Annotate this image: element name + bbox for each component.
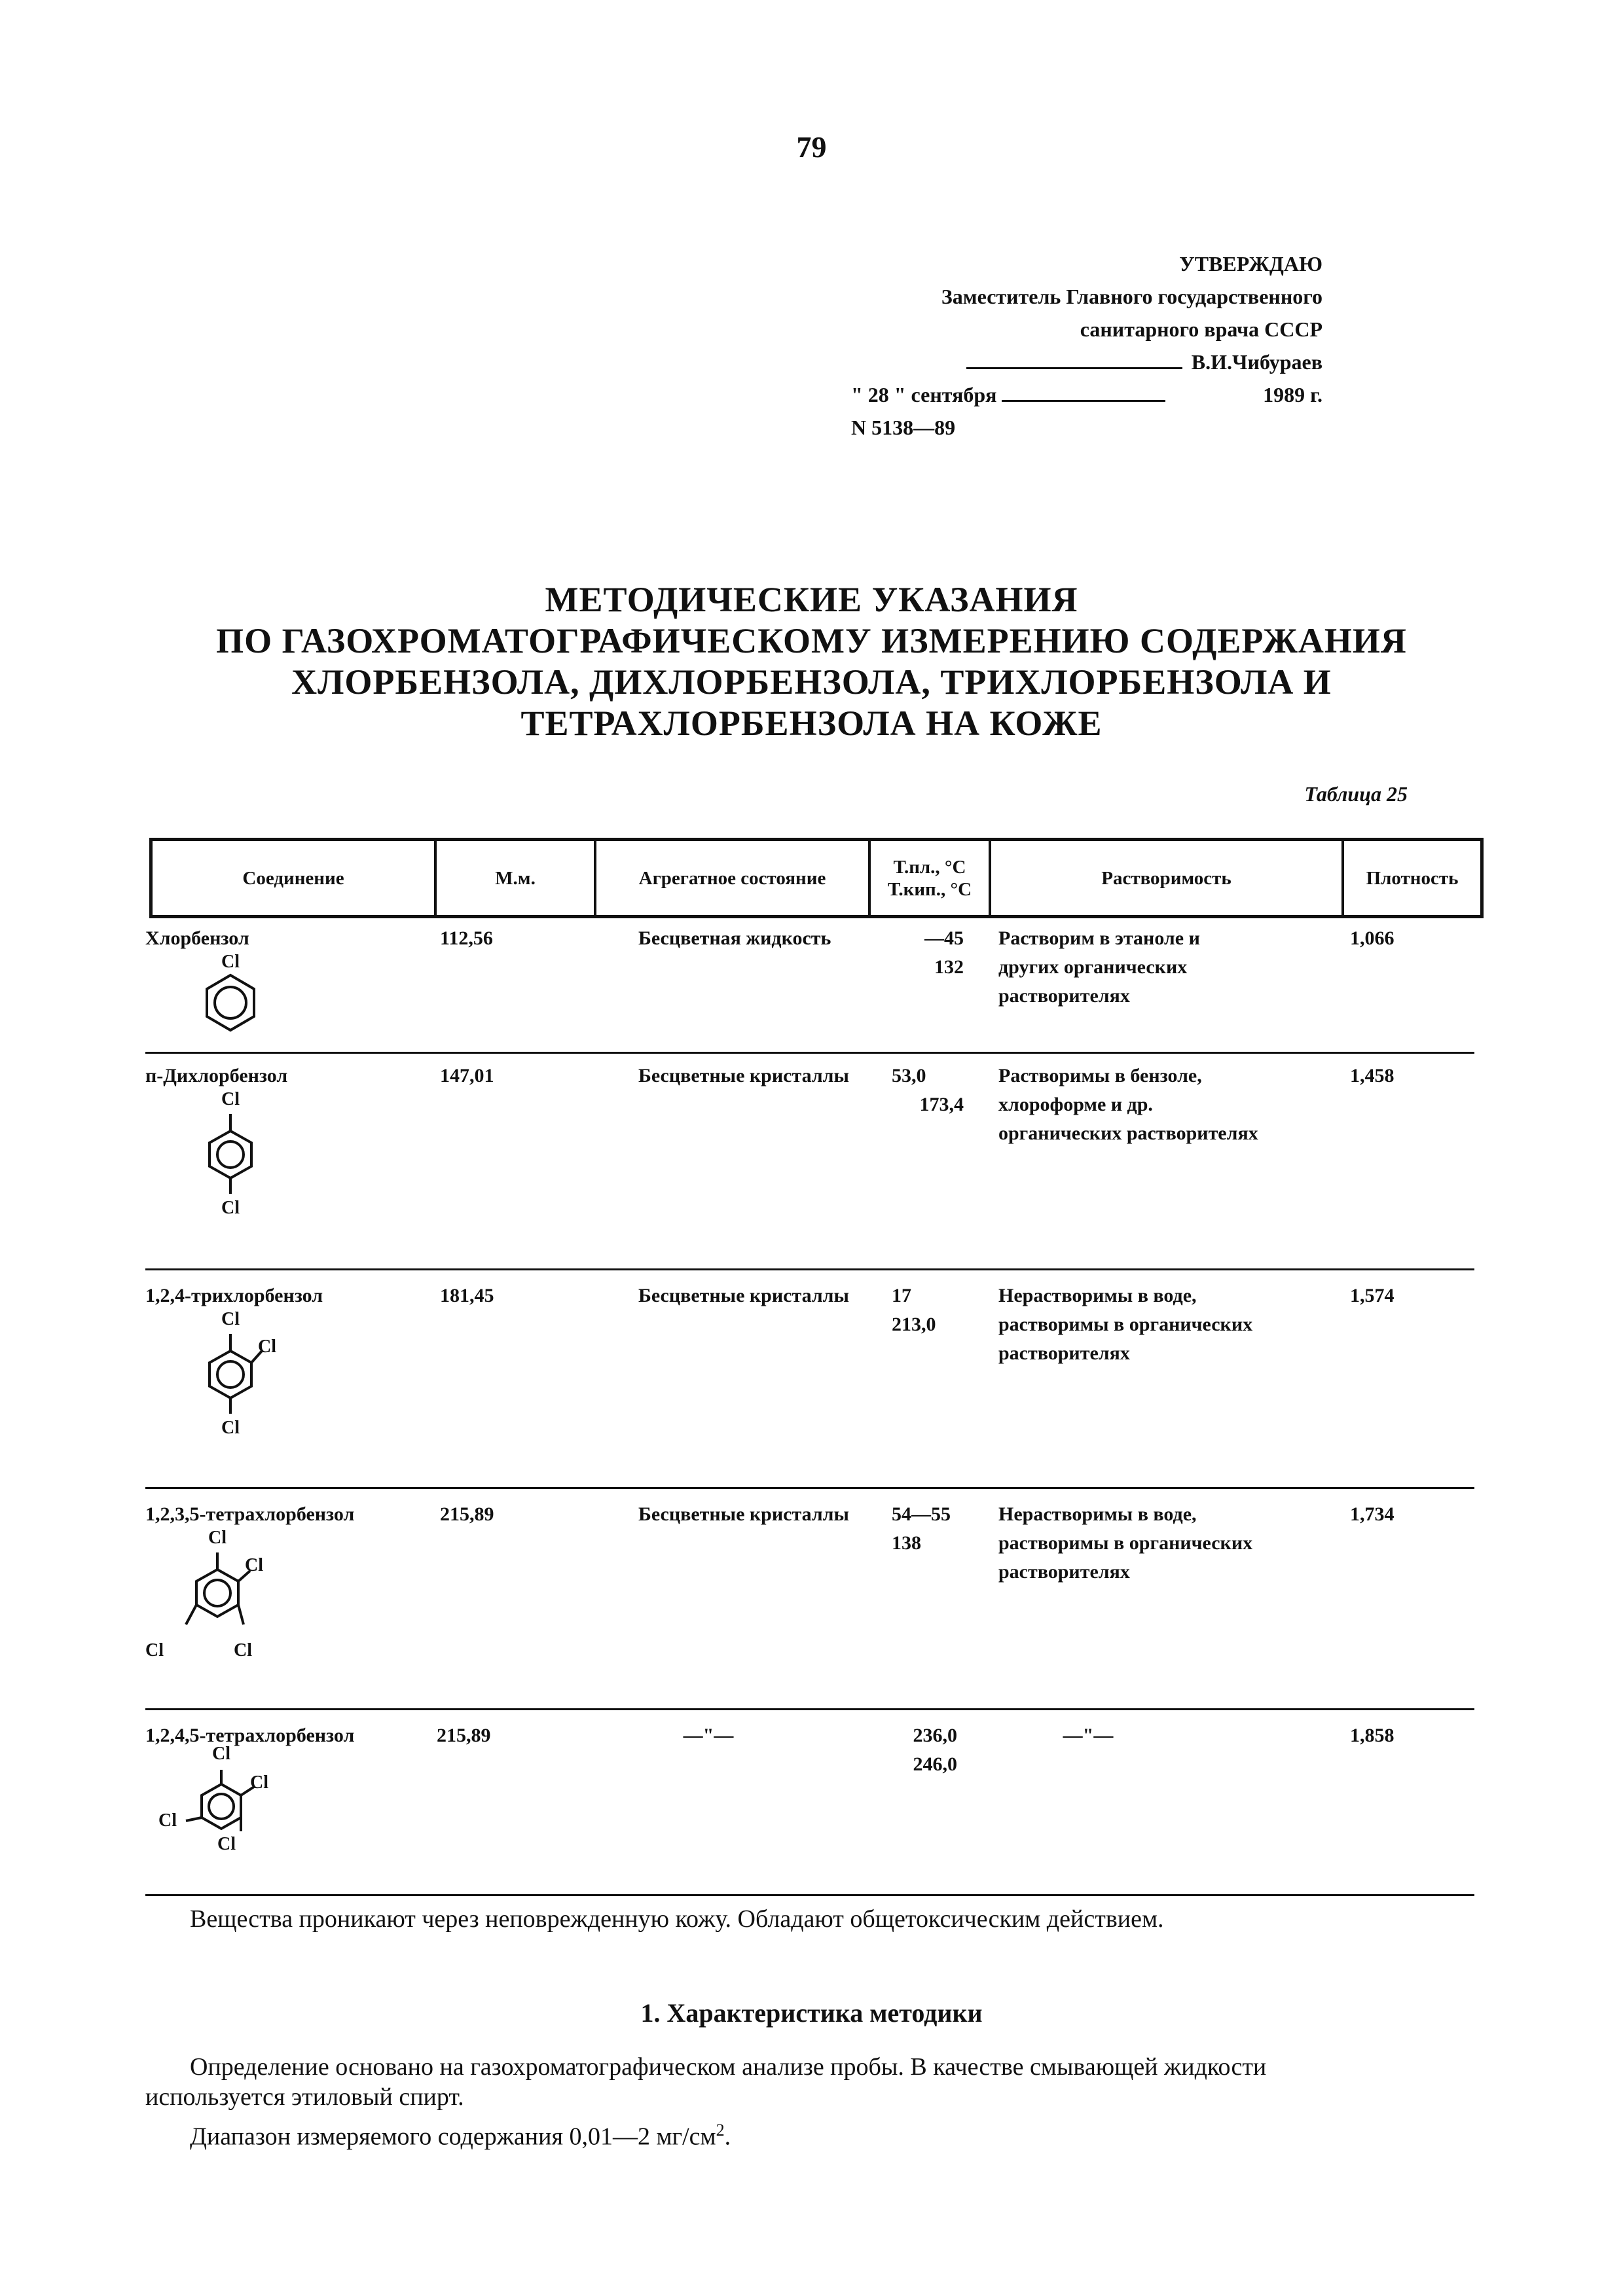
cell-compound: 1,2,4,5-тетрахлорбензол [145, 1725, 355, 1746]
cell-solubility [998, 1062, 1258, 1148]
cell-bp: 132 [934, 956, 964, 978]
solubility-line: других органических [998, 956, 1188, 978]
cell-compound: Хлорбензол [145, 927, 249, 949]
substituent-label: Cl [217, 1834, 236, 1854]
row-divider [145, 1268, 1474, 1270]
solubility-line: растворимы в органических [998, 1532, 1253, 1554]
table-header [149, 838, 1484, 918]
approval-date-day: " 28 " сентября [851, 383, 997, 406]
cell-bp: 173,4 [919, 1094, 964, 1115]
solubility-line: растворителях [998, 1342, 1130, 1364]
substituent-label: Cl [145, 1640, 164, 1660]
cell-mp: 17 [892, 1285, 911, 1306]
substituent-label: Cl [234, 1640, 252, 1660]
cell-mw: 147,01 [440, 1065, 494, 1086]
range-end: . [724, 2123, 731, 2151]
approval-number: N 5138—89 [851, 416, 956, 439]
paragraph-line: используется этиловый спирт. [145, 2083, 464, 2111]
table-row [145, 1282, 1474, 1445]
cell-solubility [998, 924, 1200, 1011]
cell-density: 1,858 [1350, 1725, 1395, 1746]
title-line-1: МЕТОДИЧЕСКИЕ УКАЗАНИЯ [545, 580, 1078, 619]
cell-mp: 54—55 [892, 1503, 951, 1525]
cell-solubility [998, 1282, 1252, 1368]
header-density: Плотность [1366, 867, 1459, 889]
header-temp-bp: Т.кип., °С [887, 878, 972, 900]
cell-solubility [998, 1500, 1252, 1587]
approval-line-1: Заместитель Главного государственного [941, 285, 1322, 308]
tetrachlorobenzene-1235-structure [145, 1526, 289, 1670]
section-title: 1. Характеристика методики [640, 1998, 983, 2028]
solubility-line: растворителях [998, 985, 1130, 1007]
cell-state: Бесцветная жидкость [638, 927, 831, 949]
substituent-label: Cl [258, 1336, 276, 1357]
cell-temperature [892, 1282, 936, 1339]
row-divider [145, 1708, 1474, 1710]
cell-mp: 236,0 [913, 1725, 957, 1746]
range-text: Диапазон измеряемого содержания 0,01—2 мг/см [190, 2123, 716, 2151]
cell-state: Бесцветные кристаллы [638, 1285, 849, 1306]
approval-line-2: санитарного врача СССР [1080, 317, 1322, 341]
date-underline [1002, 395, 1165, 402]
solubility-line: хлороформе и др. [998, 1094, 1153, 1115]
cell-mw: 215,89 [440, 1503, 494, 1525]
solubility-line: растворимы в органических [998, 1314, 1253, 1335]
dichlorobenzene-structure [191, 1088, 270, 1225]
header-temp-mp: Т.пл., °С [893, 856, 966, 878]
cell-bp: 246,0 [913, 1753, 957, 1775]
cell-state: Бесцветные кристаллы [638, 1503, 849, 1525]
trichlorobenzene-structure [178, 1308, 283, 1445]
tetrachlorobenzene-1245-structure [145, 1744, 289, 1874]
approval-block [851, 247, 1322, 444]
table-row [145, 924, 1474, 1042]
row-divider [145, 1487, 1474, 1489]
header-temperature [871, 841, 991, 915]
approval-date-line [851, 378, 1322, 411]
cell-temperature [892, 1500, 951, 1558]
title-line-2: ПО ГАЗОХРОМАТОГРАФИЧЕСКОМУ ИЗМЕРЕНИЮ СОДЕРЖАНИЯ [216, 621, 1407, 660]
solubility-line: органических растворителях [998, 1122, 1258, 1144]
substituent-label: Cl [250, 1772, 268, 1793]
cell-state: Бесцветные кристаллы [638, 1065, 849, 1086]
cell-mw: 215,89 [437, 1725, 491, 1746]
solubility-line: Нерастворимы в воде, [998, 1503, 1197, 1525]
paragraph-line: Определение основано на газохроматографическом анализе пробы. В качестве смывающей жидкости [190, 2053, 1267, 2081]
page-number: 79 [796, 130, 827, 164]
cell-state: —"— [683, 1725, 734, 1746]
solubility-line: Растворим в этаноле и [998, 927, 1200, 949]
cell-density: 1,734 [1350, 1503, 1395, 1525]
table-row [145, 1721, 1474, 1878]
table-row [145, 1062, 1474, 1225]
title-line-3: ХЛОРБЕНЗОЛА, ДИХЛОРБЕНЗОЛА, ТРИХЛОРБЕНЗОЛА И [291, 662, 1332, 702]
substituent-label: Cl [221, 1309, 240, 1329]
substituent-label: Cl [245, 1555, 263, 1575]
table-note: Вещества проникают через неповрежденную кожу. Обладают общетоксическим действием. [190, 1905, 1164, 1933]
solubility-line: —"— [1063, 1725, 1114, 1746]
range-superscript: 2 [716, 2121, 725, 2140]
cell-compound: п-Дихлорбензол [145, 1065, 288, 1086]
approval-signature-line [851, 346, 1322, 378]
document-title [0, 579, 1623, 744]
approval-date-year: 1989 г. [1263, 383, 1322, 406]
chlorobenzene-structure [191, 950, 270, 1042]
row-divider [145, 1052, 1474, 1054]
cell-temperature [892, 1062, 964, 1119]
substituent-label: Cl [221, 952, 240, 972]
cell-density: 1,458 [1350, 1065, 1395, 1086]
cell-mw: 112,56 [440, 927, 493, 949]
cell-bp: 138 [892, 1532, 921, 1554]
cell-solubility [1049, 1721, 1127, 1750]
cell-density: 1,066 [1350, 927, 1395, 949]
substituent-label: Cl [208, 1528, 227, 1548]
cell-temperature [885, 1721, 957, 1779]
signature-underline [966, 362, 1182, 369]
cell-mw: 181,45 [440, 1285, 494, 1306]
substituent-label: Cl [212, 1744, 230, 1764]
substituent-label: Cl [221, 1089, 240, 1109]
title-line-4: ТЕТРАХЛОРБЕНЗОЛА НА КОЖЕ [520, 704, 1103, 743]
cell-compound: 1,2,4-трихлорбензол [145, 1285, 323, 1306]
cell-density: 1,574 [1350, 1285, 1395, 1306]
header-compound: Соединение [153, 841, 437, 915]
cell-mp: —45 [924, 927, 964, 949]
cell-bp: 213,0 [892, 1314, 936, 1335]
paragraph-method [145, 2052, 1481, 2112]
cell-temperature [892, 924, 964, 982]
approval-signatory: В.И.Чибураев [1191, 350, 1322, 374]
table-label: Таблица 25 [1304, 782, 1408, 806]
paragraph-range [145, 2115, 1525, 2152]
solubility-line: Нерастворимы в воде, [998, 1285, 1197, 1306]
table-bottom-rule [145, 1894, 1474, 1896]
cell-mp: 53,0 [892, 1065, 926, 1086]
substituent-label: Cl [221, 1198, 240, 1218]
approval-heading: УТВЕРЖДАЮ [1179, 252, 1322, 276]
solubility-line: растворителях [998, 1561, 1130, 1583]
solubility-line: Растворимы в бензоле, [998, 1065, 1202, 1086]
substituent-label: Cl [158, 1810, 177, 1831]
header-mw: М.м. [437, 841, 596, 915]
header-state: Агрегатное состояние [596, 841, 871, 915]
substituent-label: Cl [221, 1418, 240, 1438]
header-solubility: Растворимость [991, 841, 1344, 915]
table-row [145, 1500, 1474, 1670]
cell-compound: 1,2,3,5-тетрахлорбензол [145, 1503, 355, 1525]
